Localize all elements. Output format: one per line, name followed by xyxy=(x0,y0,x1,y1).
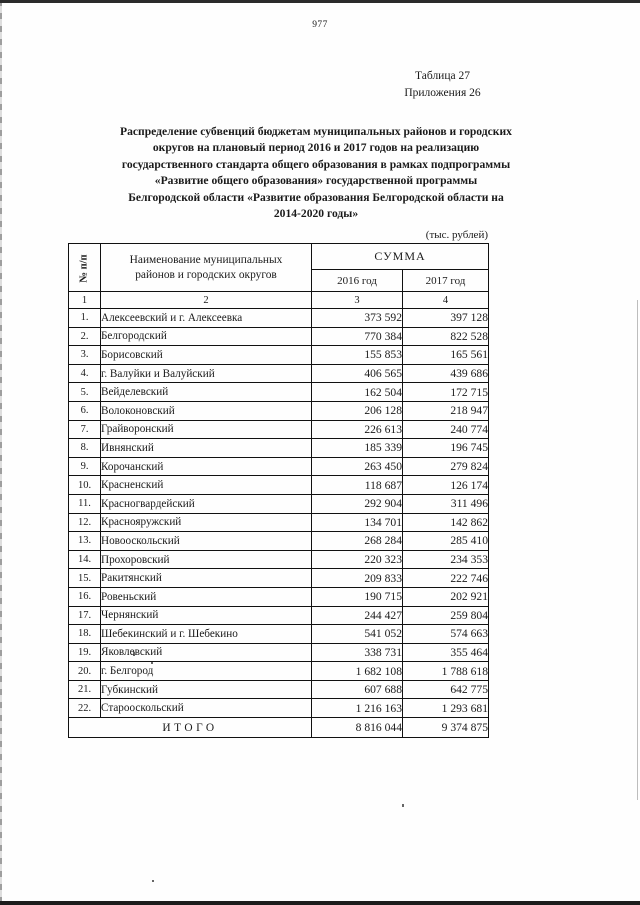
column-number-4: 4 xyxy=(403,292,489,309)
row-number: 8. xyxy=(69,439,101,458)
amount-2017: 642 775 xyxy=(403,680,489,699)
header-sum: СУММА xyxy=(312,244,489,270)
amount-2016: 190 715 xyxy=(312,587,403,606)
amount-2016: 607 688 xyxy=(312,680,403,699)
amount-2017: 574 663 xyxy=(403,625,489,644)
table-row xyxy=(69,327,489,346)
scan-line-right xyxy=(637,300,638,800)
subventions-table-wrapper xyxy=(68,243,488,738)
title-line-5: Белгородской области «Развитие образования Белгородской области на xyxy=(128,190,504,204)
amount-2017: 285 410 xyxy=(403,532,489,551)
header-name-line-2: районов и городских округов xyxy=(135,268,277,281)
amount-2016: 118 687 xyxy=(312,476,403,495)
table-row xyxy=(69,606,489,625)
header-name-line-1: Наименование муниципальных xyxy=(129,253,283,266)
municipality-name: Белгородский xyxy=(101,327,312,346)
title-line-6: 2014-2020 годы» xyxy=(273,207,359,221)
amount-2017: 279 824 xyxy=(403,457,489,476)
municipality-name: Красногвардейский xyxy=(101,494,312,513)
amount-2017: 1 293 681 xyxy=(403,699,489,718)
row-number: 13. xyxy=(69,532,101,551)
row-number: 9. xyxy=(69,457,101,476)
municipality-name: Грайворонский xyxy=(101,420,312,439)
document-title xyxy=(62,124,570,222)
municipality-name: Шебекинский и г. Шебекино xyxy=(101,625,312,644)
amount-2016: 541 052 xyxy=(312,625,403,644)
row-number: 22. xyxy=(69,699,101,718)
total-row xyxy=(69,718,489,738)
table-reference-block xyxy=(330,68,555,102)
table-row xyxy=(69,532,489,551)
amount-2017: 218 947 xyxy=(403,401,489,420)
municipality-name: Красненский xyxy=(101,476,312,495)
row-number: 17. xyxy=(69,606,101,625)
amount-2017: 822 528 xyxy=(403,327,489,346)
amount-2016: 263 450 xyxy=(312,457,403,476)
amount-2016: 406 565 xyxy=(312,364,403,383)
table-row xyxy=(69,364,489,383)
amount-2017: 1 788 618 xyxy=(403,662,489,681)
amount-2016: 770 384 xyxy=(312,327,403,346)
table-row xyxy=(69,346,489,365)
municipality-name: Корочанский xyxy=(101,457,312,476)
scan-speck xyxy=(152,880,154,882)
municipality-name: Ровеньский xyxy=(101,587,312,606)
scan-speck xyxy=(402,804,404,807)
amount-2017: 234 353 xyxy=(403,550,489,569)
table-head xyxy=(69,244,489,309)
amount-2016: 373 592 xyxy=(312,309,403,328)
amount-2017: 172 715 xyxy=(403,383,489,402)
title-line-3: государственного стандарта общего образования в рамках подпрограммы xyxy=(121,157,511,171)
municipality-name: Яковлевский xyxy=(101,643,312,662)
amount-2017: 240 774 xyxy=(403,420,489,439)
row-number: 15. xyxy=(69,569,101,588)
amount-2017: 397 128 xyxy=(403,309,489,328)
row-number: 1. xyxy=(69,309,101,328)
table-row xyxy=(69,662,489,681)
amount-2016: 1 682 108 xyxy=(312,662,403,681)
amount-2016: 244 427 xyxy=(312,606,403,625)
total-2016: 8 816 044 xyxy=(312,718,403,738)
header-row-main xyxy=(69,244,489,270)
municipality-name: Вейделевский xyxy=(101,383,312,402)
row-number: 4. xyxy=(69,364,101,383)
page-number: 977 xyxy=(312,20,328,30)
municipality-name: Ивнянский xyxy=(101,439,312,458)
amount-2016: 1 216 163 xyxy=(312,699,403,718)
table-row xyxy=(69,420,489,439)
municipality-name: г. Валуйки и Валуйский xyxy=(101,364,312,383)
row-number: 21. xyxy=(69,680,101,699)
subventions-table xyxy=(68,243,489,738)
total-label: ИТОГО xyxy=(69,718,312,738)
amount-2016: 162 504 xyxy=(312,383,403,402)
municipality-name: Новооскольский xyxy=(101,532,312,551)
municipality-name: Алексеевский и г. Алексеевка xyxy=(101,309,312,328)
municipality-name: Краснояружский xyxy=(101,513,312,532)
row-number: 3. xyxy=(69,346,101,365)
title-line-2: округов на плановый период 2016 и 2017 годов на реализацию xyxy=(152,141,480,155)
municipality-name: Чернянский xyxy=(101,606,312,625)
amount-2016: 220 323 xyxy=(312,550,403,569)
table-row xyxy=(69,476,489,495)
table-foot xyxy=(69,718,489,738)
amount-2017: 222 746 xyxy=(403,569,489,588)
row-number: 20. xyxy=(69,662,101,681)
total-2017: 9 374 875 xyxy=(403,718,489,738)
table-row xyxy=(69,309,489,328)
table-row xyxy=(69,680,489,699)
column-number-2: 2 xyxy=(101,292,312,309)
table-row xyxy=(69,513,489,532)
table-row xyxy=(69,643,489,662)
table-number: Таблица 27 xyxy=(415,70,470,82)
amount-2017: 439 686 xyxy=(403,364,489,383)
scan-edge-bottom xyxy=(0,901,640,905)
row-number: 7. xyxy=(69,420,101,439)
scan-edge-top xyxy=(0,0,640,3)
scan-edge-left xyxy=(0,0,2,905)
amount-2017: 311 496 xyxy=(403,494,489,513)
amount-2016: 185 339 xyxy=(312,439,403,458)
amount-2016: 155 853 xyxy=(312,346,403,365)
table-row xyxy=(69,699,489,718)
row-number: 12. xyxy=(69,513,101,532)
municipality-name: Старооскольский xyxy=(101,699,312,718)
municipality-name: Волоконовский xyxy=(101,401,312,420)
amount-2017: 259 804 xyxy=(403,606,489,625)
amount-2016: 268 284 xyxy=(312,532,403,551)
table-row xyxy=(69,383,489,402)
table-row xyxy=(69,439,489,458)
amount-2017: 355 464 xyxy=(403,643,489,662)
amount-2016: 292 904 xyxy=(312,494,403,513)
municipality-name: Борисовский xyxy=(101,346,312,365)
column-number-1: 1 xyxy=(69,292,101,309)
municipality-name: Губкинский xyxy=(101,680,312,699)
header-row-number xyxy=(69,244,101,292)
amount-2016: 338 731 xyxy=(312,643,403,662)
row-number: 2. xyxy=(69,327,101,346)
municipality-name: г. Белгород xyxy=(101,662,312,681)
header-year-2017: 2017 год xyxy=(403,270,489,292)
table-row xyxy=(69,550,489,569)
title-line-4: «Развитие общего образования» государственной программы xyxy=(154,174,478,188)
title-line-1: Распределение субвенций бюджетам муниципальных районов и городских xyxy=(120,125,512,138)
row-number: 5. xyxy=(69,383,101,402)
units-note: (тыс. рублей) xyxy=(425,229,488,241)
table-body xyxy=(69,309,489,718)
amount-2017: 202 921 xyxy=(403,587,489,606)
table-row xyxy=(69,569,489,588)
table-row xyxy=(69,457,489,476)
municipality-name: Прохоровский xyxy=(101,550,312,569)
table-row xyxy=(69,401,489,420)
amount-2017: 165 561 xyxy=(403,346,489,365)
amount-2017: 142 862 xyxy=(403,513,489,532)
amount-2016: 226 613 xyxy=(312,420,403,439)
table-row xyxy=(69,494,489,513)
row-number: 16. xyxy=(69,587,101,606)
row-number: 6. xyxy=(69,401,101,420)
amount-2016: 209 833 xyxy=(312,569,403,588)
row-number: 14. xyxy=(69,550,101,569)
header-year-2016: 2016 год xyxy=(312,270,403,292)
header-row-column-numbers xyxy=(69,292,489,309)
amount-2016: 134 701 xyxy=(312,513,403,532)
amount-2016: 206 128 xyxy=(312,401,403,420)
row-number: 10. xyxy=(69,476,101,495)
municipality-name: Ракитянский xyxy=(101,569,312,588)
row-number: 11. xyxy=(69,494,101,513)
amount-2017: 126 174 xyxy=(403,476,489,495)
row-number: 18. xyxy=(69,625,101,644)
appendix-number: Приложения 26 xyxy=(404,87,481,99)
table-row xyxy=(69,625,489,644)
header-row-number-label: № п/п xyxy=(78,253,90,283)
row-number: 19. xyxy=(69,643,101,662)
amount-2017: 196 745 xyxy=(403,439,489,458)
header-municipality-name xyxy=(101,244,312,292)
column-number-3: 3 xyxy=(312,292,403,309)
table-row xyxy=(69,587,489,606)
